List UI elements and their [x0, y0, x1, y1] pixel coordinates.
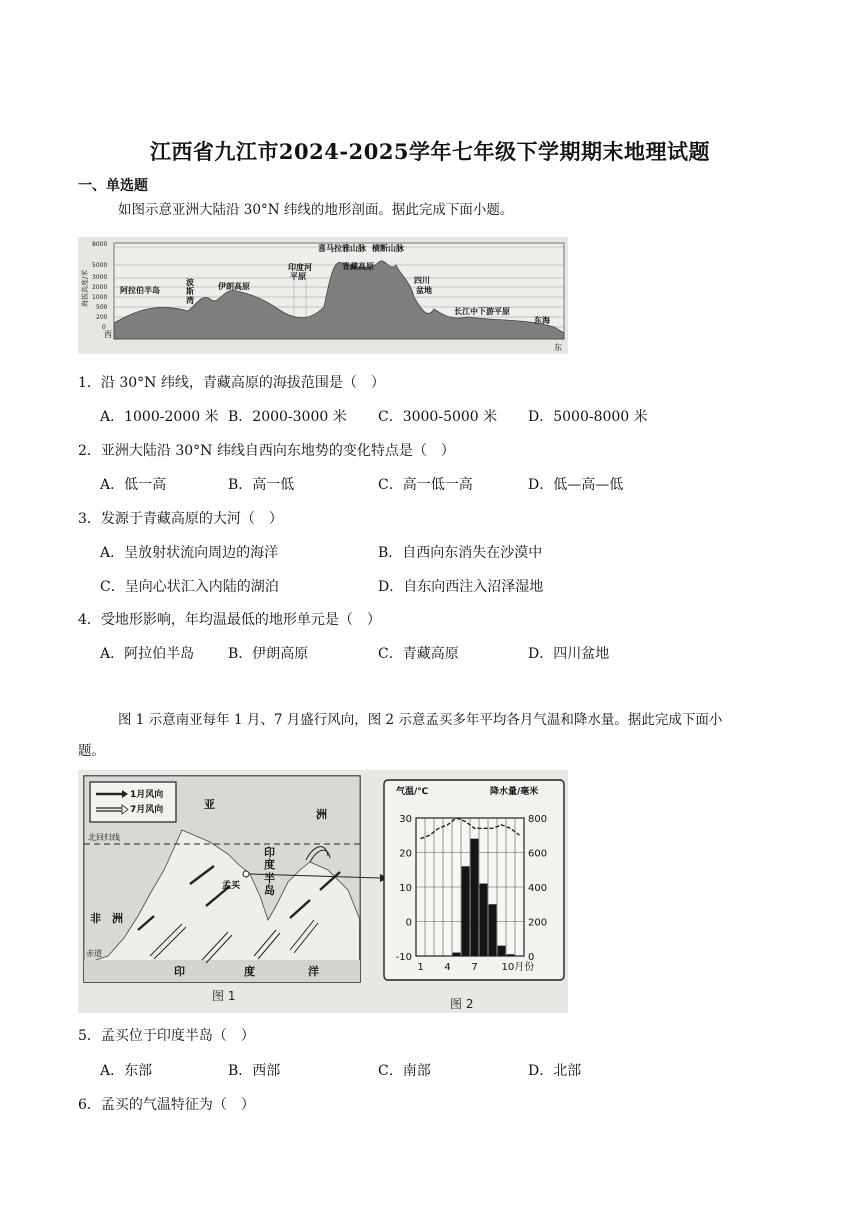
option[interactable]: D．北部	[528, 1063, 582, 1079]
y-tick: 5000	[92, 262, 108, 269]
option[interactable]: C．高一低一高	[378, 477, 473, 493]
precip-tick-label: 600	[528, 848, 548, 860]
y-tick: 1000	[92, 294, 108, 301]
option[interactable]: C．青藏高原	[378, 646, 459, 662]
precip-bar	[471, 839, 479, 956]
map-label-india: 半	[264, 872, 275, 885]
precip-bar	[480, 884, 488, 956]
option[interactable]: B．伊朗高原	[228, 646, 309, 662]
label-arabia: 阿拉伯半岛	[120, 286, 160, 295]
climate-right-title: 降水量/毫米	[490, 787, 539, 797]
section-heading: 一、单选题	[78, 178, 148, 194]
label-sichuan: 四川	[414, 276, 430, 285]
map-label-asia: 亚	[204, 798, 215, 811]
map-label-india: 度	[264, 858, 275, 871]
temp-tick-label: 30	[399, 814, 412, 825]
option[interactable]: A．呈放射状流向周边的海洋	[100, 545, 279, 561]
precip-bar	[462, 866, 470, 956]
option[interactable]: A．阿拉伯半岛	[100, 646, 195, 662]
option[interactable]: C．南部	[378, 1063, 431, 1079]
label-hengduan: 横断山脉	[372, 244, 404, 253]
precip-bar	[489, 904, 497, 956]
intro-text-2-cont: 题。	[78, 743, 105, 759]
map-label-tropic: 北回归线	[88, 833, 120, 842]
precip-tick-label: 200	[528, 917, 548, 929]
label-eastsea: 东海	[534, 316, 550, 325]
label-indus: 平原	[290, 272, 306, 281]
question-stem: 2．亚洲大陆沿 30°N 纬线自西向东地势的变化特点是（ ）	[78, 443, 455, 459]
precip-tick-label: 800	[528, 814, 548, 825]
label-himalaya: 喜马拉雅山脉	[318, 244, 366, 253]
label-iran: 伊朗高原	[218, 282, 250, 291]
monsoon-climate-figure	[78, 770, 568, 1013]
label-tibet: 青藏高原	[342, 262, 374, 271]
question-stem: 5．孟买位于印度半岛（ ）	[78, 1028, 255, 1044]
label-yangtze: 长江中下游平原	[454, 307, 510, 316]
temp-tick-label: 20	[399, 848, 412, 860]
label-gulf: 波	[186, 278, 194, 287]
figure-1-caption: 图 1	[212, 989, 236, 1003]
y-tick: 500	[96, 304, 108, 311]
y-tick: 200	[96, 314, 108, 321]
option[interactable]: B．2000-3000 米	[228, 409, 347, 425]
option[interactable]: D．低—高—低	[528, 477, 624, 493]
question-stem: 6．孟买的气温特征为（ ）	[78, 1097, 255, 1113]
month-tick-label: 7	[471, 962, 478, 973]
map-label-india: 印	[264, 846, 275, 859]
terrain-profile-figure	[78, 237, 568, 354]
option[interactable]: C．呈向心状汇入内陆的湖泊	[100, 579, 279, 595]
question-stem: 3．发源于青藏高原的大河（ ）	[78, 511, 283, 527]
east-label: 东	[554, 343, 562, 352]
map-label-ocean: 洋	[308, 965, 319, 978]
precip-tick-label: 0	[528, 952, 535, 963]
climate-chart-plot	[396, 814, 547, 973]
option[interactable]: D．四川盆地	[528, 646, 610, 662]
temp-tick-label: -10	[395, 952, 412, 963]
option[interactable]: C．3000-5000 米	[378, 409, 498, 425]
temp-tick-label: 0	[405, 917, 412, 929]
option[interactable]: B．西部	[228, 1063, 281, 1079]
month-tick-label: 1	[417, 962, 424, 973]
intro-text-1: 如图示意亚洲大陆沿 30°N 纬线的地形剖面。据此完成下面小题。	[118, 202, 514, 218]
option[interactable]: D．自东向西注入沼泽湿地	[378, 579, 544, 595]
month-tick-label: 10月份	[501, 962, 535, 973]
map-label-ocean: 度	[244, 965, 255, 978]
figure-2-caption: 图 2	[450, 997, 474, 1011]
label-sichuan: 盆地	[416, 286, 432, 295]
month-tick-label: 4	[444, 962, 451, 973]
label-indus: 印度河	[288, 263, 312, 272]
question-stem: 4．受地形影响，年均温最低的地形单元是（ ）	[78, 612, 381, 628]
label-gulf: 斯	[186, 287, 194, 296]
map-label-ocean: 印	[174, 965, 185, 978]
map-label-equator: 赤道	[86, 949, 102, 958]
label-gulf: 湾	[186, 296, 194, 305]
precip-bar	[498, 946, 506, 956]
option[interactable]: B．自西向东消失在沙漠中	[378, 545, 543, 561]
option[interactable]: A．1000-2000 米	[100, 409, 219, 425]
y-tick: 3000	[92, 274, 108, 281]
page-title: 江西省九江市2024-2025学年七年级下学期期末地理试题	[149, 139, 711, 164]
map-label-africa: 洲	[112, 912, 123, 925]
intro-text-2: 图 1 示意南亚每年 1 月、7 月盛行风向，图 2 示意孟买多年平均各月气温和降水量。据此完成下面小	[118, 712, 723, 728]
climate-left-title: 气温/℃	[396, 787, 429, 797]
map-label-asia: 洲	[316, 808, 327, 821]
terrain-profile-svg	[78, 237, 568, 354]
precip-tick-label: 400	[528, 883, 548, 894]
option[interactable]: D．5000-8000 米	[528, 409, 648, 425]
y-tick: 2000	[92, 284, 108, 291]
y-tick: 8000	[92, 241, 108, 248]
legend-jul: 7月风向	[130, 805, 164, 815]
precip-bar	[507, 954, 515, 956]
option[interactable]: B．高一低	[228, 477, 295, 493]
option[interactable]: A．低一高	[100, 477, 167, 493]
legend-jan: 1月风向	[130, 790, 164, 800]
precip-bar	[453, 953, 461, 956]
west-label: 西	[104, 330, 112, 339]
map-label-india: 岛	[264, 884, 275, 897]
y-tick: 0	[102, 324, 106, 331]
temp-tick-label: 10	[399, 883, 412, 894]
question-stem: 1．沿 30°N 纬线，青藏高原的海拔范围是（ ）	[78, 375, 385, 391]
map-label-africa: 非	[90, 912, 101, 925]
monsoon-map-svg	[78, 770, 568, 1013]
map-label-mumbai: 孟买	[222, 881, 241, 891]
option[interactable]: A．东部	[100, 1063, 153, 1079]
y-axis-label: 海拔高度/米	[81, 269, 89, 307]
